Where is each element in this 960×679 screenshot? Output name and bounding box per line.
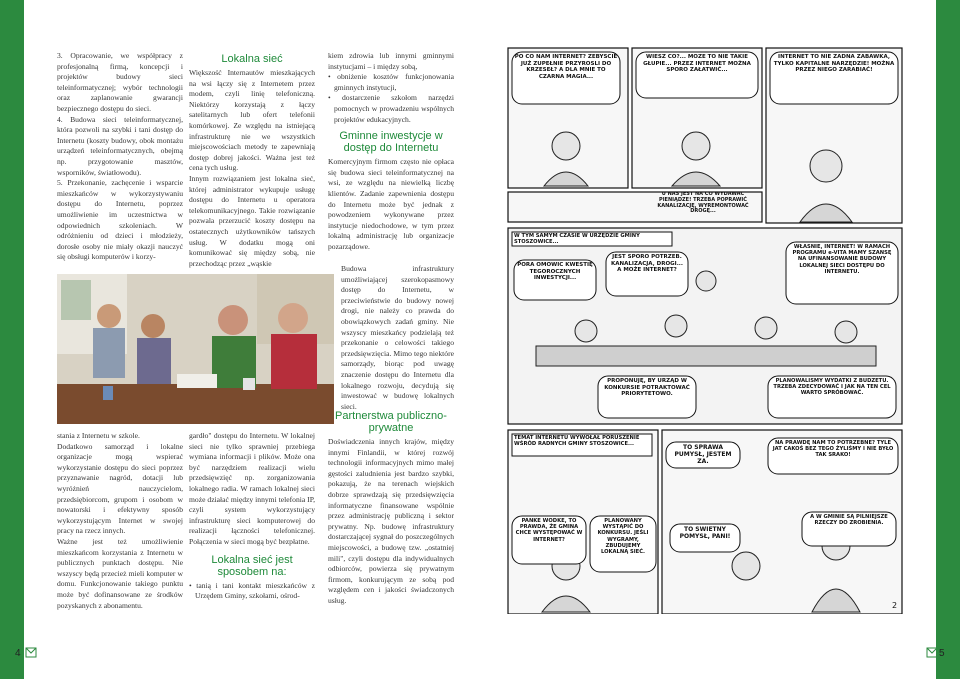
paragraph: stania z Internetu w szkole.	[57, 431, 140, 440]
paragraph: gardło" dostępu do Internetu. W lokalnej sieci nie tylko sprawniej przebiega wymiana informacji i plików. Może ona być narzędziem realizacji wielu przedsięwzięć np. zorganizowania lokalnego radia. W ramach lokalnej sieci może działać między innymi telefonia IP, czyli system wykorzystujący infrastrukturę sieci komputerowej do realizacji łączności telefonicznej. Połączenia w sieci mogą być bezpłatne.	[189, 431, 315, 546]
speech-bubble: NA PRAWDĘ NAM TO POTRZEBNE? TYLE JAT CAKOŚ BEZ TEGO ŻYLIŚMY I NIE BYŁO TAK SRAKO!	[772, 440, 894, 459]
paragraph: 3. Opracowanie, we współpracy z profesjonalną firmą, koncepcji i projektów budowy sieci teleinformatycznej; wybór technologii oraz zaplanowanie gwarancji bezpiecznego dostępu do sieci.	[57, 51, 183, 113]
paragraph: Doświadczenia innych krajów, między innymi Finlandii, w której rozwój technologii informacyjnych mimo małej gęstości zaludnienia jest bardzo szybki, pokazują, że na terenach wiejskich dobrze sprawdzają się przedsięwzięcia informatyczne finansowane wspólnie przez administrację publiczną i sektor prywatny. Np. budowę infrastruktury dostarczającej sygnał do poszczególnych miejscowości, a budowę tzw. „ostatniej mili", czyli dostępu dla indywidualnych odbiorców, powierza się prywatnym firmom, konkurującym ze sobą pod względem cen i jakości świadczonych usług.	[328, 437, 454, 605]
speech-bubble: PO CO NAM INTERNET? ŻEBYŚCIE JUŻ ZUPEŁNIE PRZYROSLI DO KRZESEŁ? A DLA MNIE TO CZARNA MAGIA...	[514, 54, 618, 80]
column-1-top	[57, 51, 183, 263]
mail-icon	[25, 645, 37, 658]
comic-caption: W TYM SAMYM CZASIE W URZĘDZIE GMINY STOSZOWICE...	[514, 233, 640, 245]
speech-bubble: PORA OMÓWIĆ KWESTIĘ TEGOROCZNYCH INWESTYCJI...	[517, 262, 593, 281]
section-heading: Gminne inwestycje w dostęp do Internetu	[339, 130, 443, 155]
paragraph: Ważne jest też umożliwienie mieszkańcom korzystania z Internetu w publicznych punktach dostępu. Nie wszyscy będą przecież mieli komputer w domu. Funkcjonowanie takiego punktu może być dofinansowane ze środków pozyskanych z abonamentu.	[57, 536, 183, 610]
paragraph: Innym rozwiązaniem jest lokalna sieć, której administrator wykupuje usługę dostępu do Internetu u operatora telekomunikacyjnego. Takie rozwiązanie pozwala przerzucić koszty dostępu na ostatecznych użytkowników tańszych usług. W dodatku mogą oni komunikować się między sobą, nie przechodząc przez „wąskie	[189, 173, 315, 268]
comic-strip	[506, 46, 904, 614]
column-2-top	[189, 51, 315, 269]
page-number-left: 4	[15, 648, 21, 659]
column-3-bottom	[328, 408, 454, 607]
right-edge-stripe	[936, 0, 960, 679]
speech-bubble: WŁAŚNIE, INTERNET! W RAMACH PROGRAMU e-VITA MAMY SZANSĘ NA UFINANSOWANIE BUDOWY LOKALNEJ SIECI DOSTĘPU DO INTERNETU.	[792, 244, 892, 275]
section-heading: Lokalna sieć jest sposobem na:	[211, 553, 293, 578]
speech-bubble: U NAS JEST NA CO WYDAWAĆ PIENIĄDZE! TRZEBA POPRAWIĆ KANALIZACJĘ, WYREMONTOWAĆ DROGĘ...	[657, 192, 749, 215]
bullet-item: • dostarczenie szkołom narzędzi pomocnych w prowadzeniu wspólnych projektów edukacyjnych.	[328, 93, 454, 124]
speech-bubble: WIESZ CO?... MOŻE TO NIE TAKIE GŁUPIE... PRZEZ INTERNET MOŻNA SPORO ZAŁATWIĆ...	[643, 54, 751, 73]
speech-bubble: A W GMINIE SĄ PILNIEJSZE RZECZY DO ZROBIENIA.	[810, 514, 888, 527]
speech-bubble: PANKE WÓDKE, TO PRAWDA, ŻE GMINA CHCE WYSTĘPOWAĆ W INTERNET?	[515, 518, 583, 543]
section-heading: Lokalna sieć	[221, 53, 283, 65]
speech-bubble: PLANOWANY WYSTĄPIĆ DO KONKURSU. JEŚLI WYGRAMY, ZBUDUJEMY LOKALNĄ SIEĆ.	[597, 518, 649, 556]
paragraph: Komercyjnym firmom często nie opłaca się budowa sieci teleinformatycznej na wsi, ze względu na niewielką liczbę klientów. Zadanie zapewnienia dostępu do Internetu może być jednak z powodzeniem wykonywane przez instytucje niedochodowe, w tym przez lokalną administrację lub organizacje pozarządowe.	[328, 157, 454, 251]
paragraph: 5. Przekonanie, zachęcenie i wsparcie mieszkańców w wykorzystywaniu dostępu do Internetu, poprzez umożliwienie im uczestnictwa w odpowiednich szkoleniach. W odróżnieniu od dzieci i młodzieży, dorosłe osoby nie miały okazji nauczyć się obsługi komputerów i korzy-	[57, 178, 183, 262]
speech-bubble: TO SPRAWA PUMYSŁ, JESTEM ZA.	[674, 444, 732, 465]
column-2-bottom	[189, 431, 315, 602]
section-heading: Partnerstwa publiczno-prywatne	[335, 410, 447, 434]
comic-page-mark: 2	[892, 601, 898, 610]
paragraph: Dodatkowo samorząd i lokalne organizacje mogą wspierać wykorzystanie dostępu do sieci poprzez przyznawanie nagród, dotacji lub wyróżnień nauczycielom, przedsiębiorcom, grupom i osobom w nowatorski i efektywny sposób wykorzystującym Internet w swojej pracy na rzecz innych.	[57, 441, 183, 536]
speech-bubble: TO ŚWIETNY POMYSŁ, PANI!	[679, 526, 731, 540]
speech-bubble: PLANOWALIŚMY WYDATKI Z BUDŻETU. TRZEBA ZDECYDOWAĆ I JAK NA TEN CEL WARTO SPRÓBOWAĆ.	[773, 378, 891, 397]
column-1-bottom	[57, 431, 183, 611]
paragraph: Budowa infrastruktury umożliwiającej szerokopasmowy dostęp do Internetu, w przeciwieństwie do budowy nowej drogi, nie należy co prawda do obowiązkowych zadań gminy. Nie wszyscy mieszkańcy podzielają też przekonanie o celowości takiego przedsięwzięcia. Mimo tego niektóre samorządy, biorąc pod uwagę znaczenie dostępu do Internetu dla lokalnego rozwoju, decydują się inwestować w budowę lokalnych sieci.	[341, 264, 454, 411]
paragraph: 4. Budowa sieci teleinformatycznej, która pozwoli na szybki i tani dostęp do Internetu (koszty budowy, obok montażu urządzeń teleinformatycznych, obejmą np. przygotowanie masztów, wsporników, światłowodu).	[57, 114, 183, 177]
comic-caption: TEMAT INTERNETU WYWOŁAŁ PORUSZENIE WŚRÓD RADNYCH GMINY STOSZOWICE...	[514, 435, 640, 447]
paragraph: kiem zdrowia lub innymi gminnymi instytucjami – i między sobą,	[328, 51, 454, 71]
meeting-photo	[57, 274, 334, 424]
left-edge-stripe	[0, 0, 24, 679]
bullet-item: • tanią i tani kontakt mieszkańców z Urzędem Gminy, szkołami, ośrod-	[189, 580, 315, 601]
speech-bubble: PROPONUJĘ, BY URZĄD W KONKURSIE POTRAKTOWAĆ PRIORYTETOWO.	[604, 378, 690, 397]
mail-icon	[926, 645, 938, 658]
speech-bubble: JEST SPORO POTRZEB. KANALIZACJA, DROGI... A MOŻE INTERNET?	[611, 254, 683, 273]
bullet-item: • obniżenie kosztów funkcjonowania gminnych instytucji,	[328, 72, 454, 92]
paragraph: Większość Internautów mieszkających na wsi łączy się z Internetem przez modem, czyli linię telefoniczną. Niektórzy korzystają z łączy satelitarnych lub ofert telefonii komórkowej. Ze względu na istniejącą infrastrukturę nie we wszystkich miejscowościach metody te zapewniają dostęp dobrej jakości. Ważna jest też cena tych usług.	[189, 68, 315, 173]
column-3-top	[328, 51, 454, 253]
page-number-right: 5	[939, 648, 945, 659]
speech-bubble: INTERNET TO NIE ŻADNA ZABAWKA, TYLKO KAPITALNE NARZĘDZIE! MOŻNA PRZEZ NIEGO ZARABIAĆ!	[773, 54, 895, 73]
column-3-wrap	[341, 264, 454, 412]
